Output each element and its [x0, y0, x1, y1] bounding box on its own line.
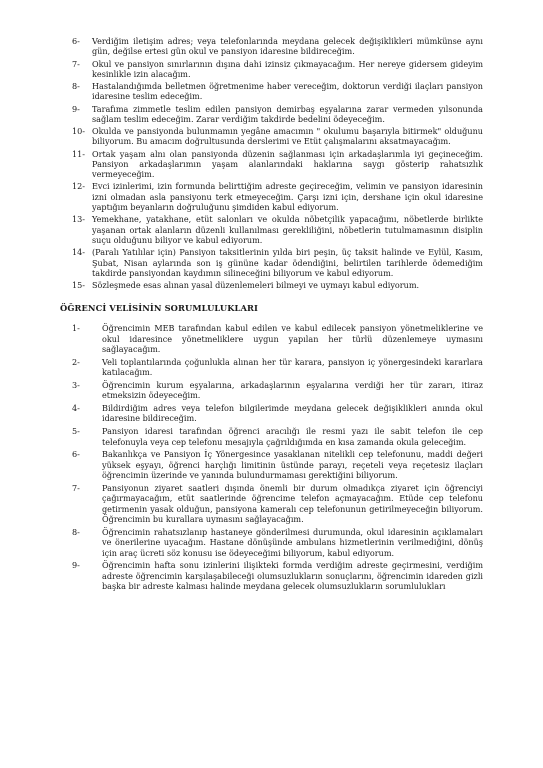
item-text: Hastalandığımda belletmen öğretmenime haber vereceğim, doktorun verdiği ilaçları pansiyon idaresine teslim edeceğim. — [92, 81, 483, 102]
item-number: 3- — [72, 379, 80, 390]
item-number: 8- — [72, 81, 80, 91]
item-number: 10- — [72, 126, 86, 136]
item-number: 8- — [72, 526, 80, 537]
item-number: 9- — [72, 103, 80, 114]
item-text: Veli toplantılarında çoğunlukla alınan her tür karara, pansiyon iç yönergesindeki kararlara katılacağım. — [102, 356, 483, 378]
list-item — [72, 149, 483, 180]
item-text: Pansiyon idaresi tarafından öğrenci aracılığı ile resmi yazı ile sabit telefon ile cep telefonuyla veya cep telefonu mesajıyla çağrıldığımda en kısa zamanda okula geleceğim. — [102, 426, 483, 447]
list-item — [72, 403, 483, 424]
item-number: 4- — [72, 402, 80, 413]
list-item — [72, 323, 483, 354]
item-text: Öğrencimin hafta sonu izinlerini ilişikteki formda verdiğim adreste geçirmesini, verdiğim adreste öğrencimin karşılaşabileceği olumsuzlukların sonuçlarını, öğrencimin idareden gizli başka bir adreste kalması halinde meydana gelecek olumsuzlukların sorumlulukları — [102, 560, 483, 592]
list-item — [72, 380, 483, 401]
item-text: Öğrencimin kurum eşyalarına, arkadaşlarının eşyalarına verdiği her tür zararı, itiraz etmeksizin ödeyeceğim. — [102, 379, 483, 401]
item-number: 9- — [72, 560, 80, 571]
list-item — [72, 247, 483, 278]
list-item — [72, 527, 483, 558]
list-item — [72, 449, 483, 480]
student-rules-list — [72, 36, 483, 291]
item-number: 12- — [72, 181, 86, 192]
item-number: 7- — [72, 482, 80, 493]
list-item — [72, 426, 483, 447]
item-number: 6- — [72, 449, 80, 460]
item-number: 11- — [72, 148, 86, 159]
item-text: Tarafıma zimmetle teslim edilen pansiyon demirbaş eşyalarına zarar vermeden yılsonunda sağlam teslim edeceğim. Zarar verdiğim takdirde bedelini ödeyeceğim. — [92, 103, 483, 124]
list-item — [72, 59, 483, 80]
item-text: Evci izinlerimi, izin formunda belirttiğim adreste geçireceğim, velimin ve pansiyon idaresinin izni olmadan asla pansiyonu terk etmeyeceğim. Çarşı izni için, dershane için okul idaresine yaptığım beyanların doğruluğunu şimdiden kabul ediyorum. — [92, 181, 483, 213]
item-number: 5- — [72, 426, 80, 437]
item-number: 15- — [72, 280, 86, 291]
item-number: 2- — [72, 356, 80, 367]
list-item — [72, 81, 483, 102]
list-item — [72, 560, 483, 591]
item-text: Verdiğim iletişim adres; veya telefonlarında meydana gelecek değişiklikleri mümkünse aynı gün, değilse ertesi gün okul ve pansiyon idaresine bildireceğim. — [92, 36, 483, 57]
list-item — [72, 280, 483, 290]
list-item — [72, 483, 483, 525]
list-item — [72, 36, 483, 57]
item-number: 1- — [72, 323, 80, 334]
item-text: Ortak yaşam alnı olan pansiyonda düzenin sağlanması için arkadaşlarımla iyi geçineceğim. Pansiyon arkadaşlarımın yaşam alanlarındaki haklarına saygı gösterip rahatsızlık vermeyeceğim. — [92, 148, 483, 180]
item-text: Öğrencimin rahatsızlanıp hastaneye gönderilmesi durumunda, okul idaresinin açıklamaları ve önerilerine uyacağım. Hastane dönüşünde ambulans hizmetlerinin verilmediğini, dönüş için araç ücreti söz konusu ise ödeyeceğimi biliyorum, kabul ediyorum. — [102, 526, 483, 558]
item-text: Sözleşmede esas alınan yasal düzenlemeleri bilmeyi ve uymayı kabul ediyorum. — [92, 280, 420, 291]
item-number: 14- — [72, 247, 86, 258]
item-text: Pansiyonun ziyaret saatleri dışında önemli bir durum olmadıkça ziyaret için öğrenciyi çağırmayacağım, etüt saatlerinde öğrencime telefon açmayacağım. Etüde cep telefonu getirmenin yasak olduğun, pansiyona kameralı cep telefonunun getirilmeyeceğin biliyorum. Öğrencimin bu kurallara uymasını sağlayacağım. — [102, 482, 483, 525]
item-text: Bakanlıkça ve Pansiyon İç Yönergesince yasaklanan nitelikli cep telefonunu, maddi değeri yüksek eşyayı, öğrenci harçlığı limitinin üstünde parayı, reçeteli veya reçetesiz ilaçları öğrencimin üzerinde ve yanında bulundurmaması gerektiğini biliyorum. — [102, 449, 483, 481]
item-text: Okulda ve pansiyonda bulunmamın yegâne amacımın " okulumu başarıyla bitirmek" olduğunu biliyorum. Bu amacım doğrultusunda derslerimi ve Etüt çalışmalarını aksatmayacağım. — [92, 126, 483, 147]
list-item — [72, 104, 483, 125]
item-text: (Paralı Yatılılar için) Pansiyon taksitlerinin yılda biri peşin, üç taksit halinde ve Eylül, Kasım, Şubat, Nisan aylarında son iş gününe kadar ödendiğini, belirtilen tarihlerde ödemediğim takdirde pansiyondan kaydımın silineceğini biliyorum ve kabul ediyorum. — [92, 247, 483, 279]
section-title: ÖĞRENCİ VELİSİNİN SORUMLULUKLARI — [60, 302, 258, 313]
item-text: Öğrencimin MEB tarafından kabul edilen ve kabul edilecek pansiyon yönetmeliklerine ve okul idaresince yönetmeliklere uygun yapılan her türlü düzenlemeye uymasını sağlayacağım. — [102, 323, 483, 355]
list-item — [72, 214, 483, 245]
list-item — [72, 126, 483, 147]
item-text: Okul ve pansiyon sınırlarının dışına dahi izinsiz çıkmayacağım. Her nereye gidersem gideyim kesinlikle izin alacağım. — [92, 58, 483, 79]
list-item — [72, 357, 483, 378]
item-number: 13- — [72, 214, 86, 225]
item-text: Bildirdiğim adres veya telefon bilgilerimde meydana gelecek değişiklikleri anında okul idaresine bildireceğim. — [102, 402, 483, 424]
item-number: 7- — [72, 58, 80, 69]
item-number: 6- — [72, 36, 80, 46]
list-item — [72, 181, 483, 212]
item-text: Yemekhane, yatakhane, etüt salonları ve okulda nöbetçilik yapacağımı, nöbetlerde birlikte yaşanan ortak alanların düzenli kullanılması gerekliliğini, nöbetlerin tutulmamasının disiplin suçu olduğunu biliyor ve kabul ediyorum. — [92, 214, 483, 246]
parent-rules-list — [72, 323, 483, 591]
